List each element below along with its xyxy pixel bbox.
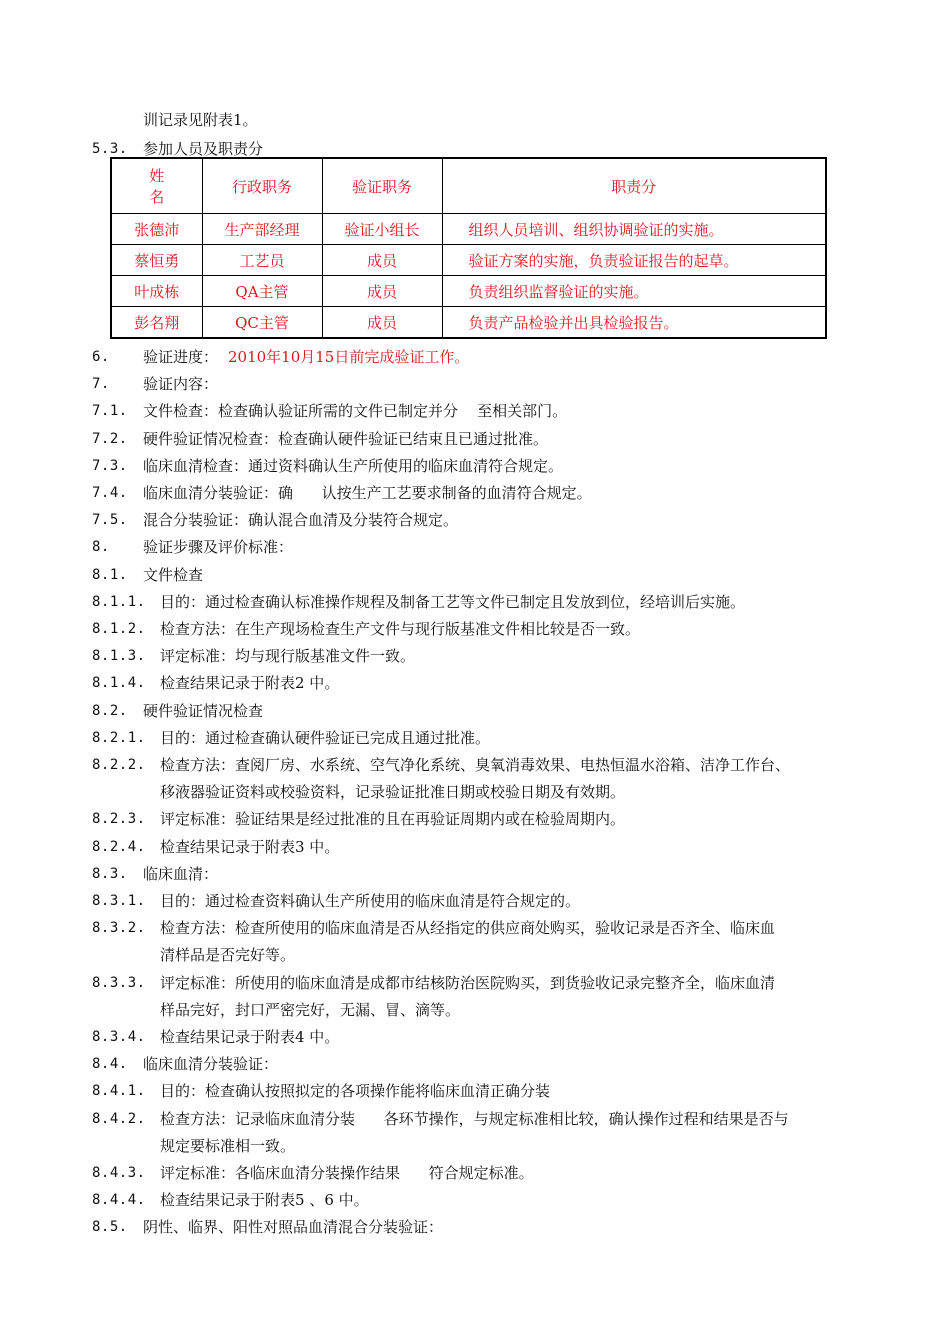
header-admin-position: 行政职务 [202,158,322,214]
item-text: 检查方法：查阅厂房、水系统、空气净化系统、臭氧消毒效果、电热恒温水浴箱、洁净工作台、 [160,756,791,774]
item-number: 8.3.2. [92,920,146,936]
cell-name: 叶成栋 [111,276,202,307]
cell-name: 彭名翔 [111,307,202,339]
paragraph-line [0,727,950,749]
item-number: 8.1.1. [92,594,146,610]
item-number: 7.4. [92,485,128,501]
cell-responsibility: 负责产品检验并出具检验报告。 [442,307,826,339]
item-number: 8.2.2. [92,757,146,773]
item-text: 临床血清分装验证： [143,1055,279,1073]
paragraph-line [0,972,950,994]
item-text: 评定标准：各临床血清分装操作结果 符合规定标准。 [160,1164,534,1182]
intro-text: 训记录见附表1。 [143,111,258,129]
item-number: 8.3. [92,866,128,882]
item-number: 8.2.3. [92,811,146,827]
cell-admin-position: 工艺员 [202,245,322,276]
item-number: 8.1.4. [92,675,146,691]
item-text: 临床血清分装验证：确 认按生产工艺要求制备的血清符合规定。 [143,484,592,502]
item-text: 样品完好，封口严密完好，无漏、冒、滴等。 [160,1001,461,1019]
paragraph-line [0,672,950,694]
item-text: 检查结果记录于附表3 中。 [160,838,340,856]
paragraph-line [0,1189,950,1211]
item-number: 7.2. [92,431,128,447]
header-responsibility: 职责分 [442,158,826,214]
item-number: 8.1.3. [92,648,146,664]
paragraph-line [0,482,950,504]
paragraph-line [0,1216,950,1238]
paragraph-line [0,455,950,477]
item-text: 检查结果记录于附表4 中。 [160,1028,340,1046]
section-number: 5.3. [92,141,128,157]
paragraph-line [0,863,950,885]
item-number: 8.5. [92,1219,128,1235]
item-number: 8.3.4. [92,1029,146,1045]
item-text: 清样品是否完好等。 [160,946,296,964]
cell-admin-position: 生产部经理 [202,214,322,245]
cell-responsibility: 验证方案的实施，负责验证报告的起草。 [442,245,826,276]
item-text: 检查方法：在生产现场检查生产文件与现行版基准文件相比较是否一致。 [160,620,641,638]
paragraph-line [0,536,950,558]
item-text: 硬件验证情况检查 [143,702,264,720]
item-number: 8.1.2. [92,621,146,637]
paragraph-line [0,917,950,939]
paragraph-line [0,836,950,858]
paragraph-line [0,645,950,667]
item-number: 8.4.2. [92,1111,146,1127]
item-number: 8.3.1. [92,893,146,909]
cell-responsibility: 组织人员培训、组织协调验证的实施。 [442,214,826,245]
cell-validation-role: 成员 [322,307,442,339]
paragraph-line [0,1108,950,1130]
paragraph-line [0,346,950,368]
item-number: 8. [92,539,110,555]
item-number: 8.4.3. [92,1165,146,1181]
paragraph-line [0,564,950,586]
table-row [111,307,826,339]
cell-admin-position: QC主管 [202,307,322,339]
item-number: 8.4. [92,1056,128,1072]
item-number: 8.3.3. [92,975,146,991]
paragraph-continuation [0,781,950,803]
item-number: 8.2.4. [92,839,146,855]
item-text: 混合分装验证：确认混合血清及分装符合规定。 [143,511,459,529]
item-number: 7.3. [92,458,128,474]
item-number: 8.4.4. [92,1192,146,1208]
paragraph-line [0,1162,950,1184]
item-text: 评定标准：验证结果是经过批准的且在再验证周期内或在检验周期内。 [160,810,626,828]
paragraph-line [0,890,950,912]
item-text: 规定要标准相一致。 [160,1137,296,1155]
item-text: 评定标准：均与现行版基准文件一致。 [160,647,416,665]
item-text: 移液器验证资料或校验资料，记录验证批准日期或校验日期及有效期。 [160,783,626,801]
item-text: 评定标准：所使用的临床血清是成都市结核防治医院购买，到货验收记录完整齐全，临床血清 [160,974,776,992]
paragraph-continuation [0,944,950,966]
table-row [111,214,826,245]
item-text: 目的：通过检查资料确认生产所使用的临床血清是符合规定的。 [160,892,581,910]
paragraph-line [0,591,950,613]
paragraph-line [0,373,950,395]
paragraph-line [0,1053,950,1075]
intro-line [143,109,258,131]
item-text: 硬件验证情况检查：检查确认硬件验证已结束且已通过批准。 [143,430,549,448]
table-header-row [111,158,826,214]
paragraph-continuation [0,999,950,1021]
item-number: 8.4.1. [92,1083,146,1099]
item-text: 检查方法：记录临床血清分装 各环节操作，与规定标准相比较，确认操作过程和结果是否与 [160,1110,789,1128]
item-text: 文件检查：检查确认验证所需的文件已制定并分 至相关部门。 [143,402,568,420]
personnel-table [110,157,827,339]
item-text: 验证进度： [143,348,219,366]
item-number: 7.1. [92,403,128,419]
section-title: 参加人员及职责分 [143,140,264,158]
item-text: 目的：通过检查确认硬件验证已完成且通过批准。 [160,729,491,747]
paragraph-line [0,1080,950,1102]
header-name: 姓 名 [111,158,202,214]
item-number: 8.2.1. [92,730,146,746]
cell-admin-position: QA主管 [202,276,322,307]
item-text: 检查结果记录于附表2 中。 [160,674,340,692]
item-text: 检查结果记录于附表5 、6 中。 [160,1191,369,1209]
item-text: 临床血清： [143,865,219,883]
item-text: 目的：检查确认按照拟定的各项操作能将临床血清正确分装 [160,1082,551,1100]
cell-responsibility: 负责组织监督验证的实施。 [442,276,826,307]
item-number: 8.1. [92,567,128,583]
item-text: 检查方法：检查所使用的临床血清是否从经指定的供应商处购买，验收记录是否齐全、临床血 [160,919,776,937]
paragraph-line [0,400,950,422]
cell-validation-role: 成员 [322,245,442,276]
paragraph-continuation [0,1135,950,1157]
highlighted-text: 2010年10月15日前完成验证工作。 [228,348,470,366]
item-text: 目的：通过检查确认标准操作规程及制备工艺等文件已制定且发放到位，经培训后实施。 [160,593,746,611]
item-text: 验证步骤及评价标准： [143,538,294,556]
paragraph-line [0,618,950,640]
item-number: 7.5. [92,512,128,528]
paragraph-line [0,509,950,531]
item-number: 8.2. [92,703,128,719]
paragraph-line [0,1026,950,1048]
paragraph-line [0,428,950,450]
item-text: 临床血清检查：通过资料确认生产所使用的临床血清符合规定。 [143,457,564,475]
cell-name: 张德沛 [111,214,202,245]
cell-name: 蔡恒勇 [111,245,202,276]
paragraph-line [0,700,950,722]
item-text: 阴性、临界、阳性对照品血清混合分装验证： [143,1218,444,1236]
item-number: 7. [92,376,110,392]
paragraph-line [0,808,950,830]
item-number: 6. [92,349,110,365]
cell-validation-role: 成员 [322,276,442,307]
header-validation-role: 验证职务 [322,158,442,214]
table-row [111,245,826,276]
item-text: 文件检查 [143,566,204,584]
paragraph-line [0,754,950,776]
table-row [111,276,826,307]
item-text: 验证内容： [143,375,219,393]
cell-validation-role: 验证小组长 [322,214,442,245]
